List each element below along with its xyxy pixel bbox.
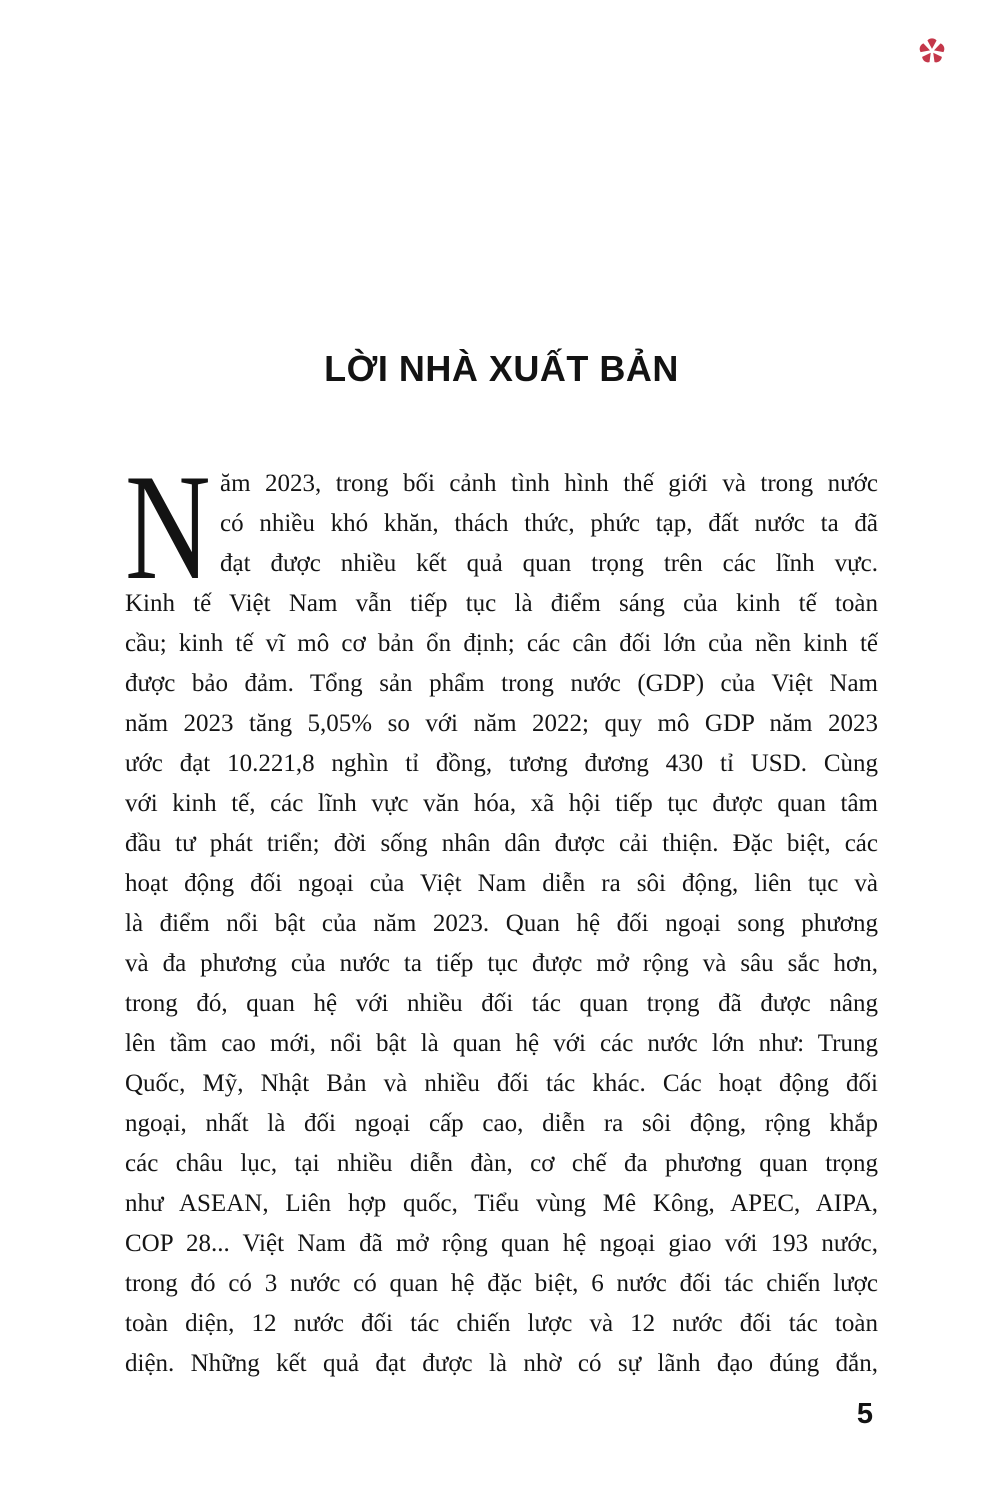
body-line: lên tầm cao mới, nổi bật là quan hệ với các nước lớn như: Trung xyxy=(125,1030,878,1057)
body-line: năm 2023 tăng 5,05% so với năm 2022; quy mô GDP năm 2023 xyxy=(125,710,878,737)
body-lines xyxy=(125,464,878,1384)
body-line: các châu lục, tại nhiều diễn đàn, cơ chế đa phương quan trọng xyxy=(125,1150,878,1177)
body-line: Kinh tế Việt Nam vẫn tiếp tục là điểm sáng của kinh tế toàn xyxy=(125,590,878,617)
body-line: đầu tư phát triển; đời sống nhân dân được cải thiện. Đặc biệt, các xyxy=(125,830,878,857)
body-line: ước đạt 10.221,8 nghìn tỉ đồng, tương đương 430 tỉ USD. Cùng xyxy=(125,750,878,777)
body-line: như ASEAN, Liên hợp quốc, Tiểu vùng Mê Kông, APEC, AIPA, xyxy=(125,1190,878,1217)
body-line: diện. Những kết quả đạt được là nhờ có sự lãnh đạo đúng đắn, xyxy=(125,1350,878,1377)
body-line: hoạt động đối ngoại của Việt Nam diễn ra sôi động, liên tục và xyxy=(125,870,878,897)
body-line: ngoại, nhất là đối ngoại cấp cao, diễn ra sôi động, rộng khắp xyxy=(125,1110,878,1137)
body-line: được bảo đảm. Tổng sản phẩm trong nước (GDP) của Việt Nam xyxy=(125,670,878,697)
body-line: và đa phương của nước ta tiếp tục được mở rộng và sâu sắc hơn, xyxy=(125,950,878,977)
body-line: COP 28... Việt Nam đã mở rộng quan hệ ngoại giao với 193 nước, xyxy=(125,1230,878,1257)
body-line: với kinh tế, các lĩnh vực văn hóa, xã hội tiếp tục được quan tâm xyxy=(125,790,878,817)
body-line: trong đó có 3 nước có quan hệ đặc biệt, 6 nước đối tác chiến lược xyxy=(125,1270,878,1297)
page-title: LỜI NHÀ XUẤT BẢN xyxy=(324,348,679,389)
body-line: toàn diện, 12 nước đối tác chiến lược và 12 nước đối tác toàn xyxy=(125,1310,878,1337)
body-line: có nhiều khó khăn, thách thức, phức tạp, đất nước ta đã xyxy=(220,510,878,537)
flower-ornament-icon xyxy=(918,37,946,65)
body-text xyxy=(125,443,878,1384)
body-line: cầu; kinh tế vĩ mô cơ bản ổn định; các cân đối lớn của nền kinh tế xyxy=(125,630,878,657)
body-line: Quốc, Mỹ, Nhật Bản và nhiều đối tác khác. Các hoạt động đối xyxy=(125,1070,878,1097)
body-line: ăm 2023, trong bối cảnh tình hình thế giới và trong nước xyxy=(220,470,878,497)
body-line: đạt được nhiều kết quả quan trọng trên các lĩnh vực. xyxy=(220,550,878,577)
page-number: 5 xyxy=(856,1398,873,1430)
drop-cap: N xyxy=(125,443,211,611)
body-line: là điểm nổi bật của năm 2023. Quan hệ đối ngoại song phương xyxy=(125,910,878,937)
body-line: trong đó, quan hệ với nhiều đối tác quan trọng đã được nâng xyxy=(125,990,878,1017)
